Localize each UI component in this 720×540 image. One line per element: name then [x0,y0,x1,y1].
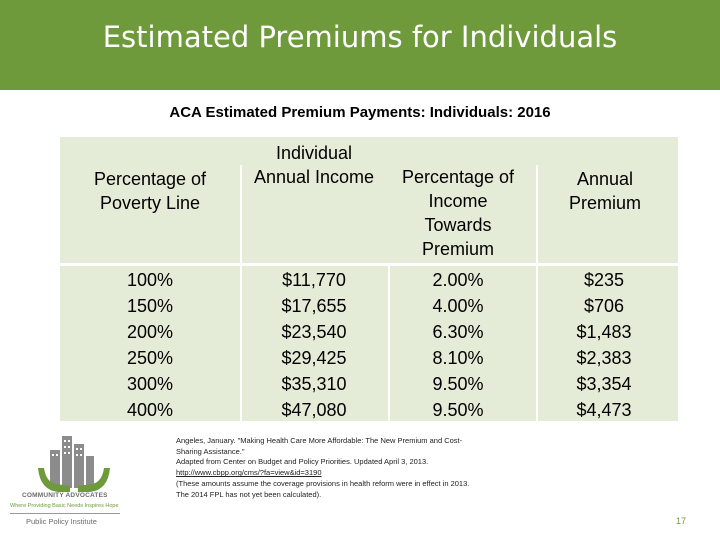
table-cell: 250% [126,348,174,368]
header-annual-income: Individual Annual Income [253,143,375,187]
table-cell: 200% [126,322,174,342]
logo-institute: Public Policy Institute [26,517,97,526]
column-divider [240,165,242,421]
table-cell: $1,483 [576,322,632,342]
table-cell: 9.50% [432,400,484,420]
page-number: 17 [676,516,687,526]
column-divider [536,165,538,421]
header-annual-premium: Annual Premium [568,169,641,213]
table-cell: 6.30% [432,322,484,342]
slide-title: Estimated Premiums for Individuals [102,20,618,54]
logo-name: COMMUNITY ADVOCATES [22,492,108,499]
table-cell: $706 [583,296,625,316]
table-cell: 150% [126,296,174,316]
logo-divider [10,513,120,514]
column-poverty-line [100,267,200,423]
table-cell: $29,425 [281,348,347,368]
table-cell: $47,080 [281,400,347,420]
table-cell: $11,770 [282,270,346,290]
table-cell: 8.10% [432,348,484,368]
table-cell: 2.00% [432,270,484,290]
table-cell: $35,310 [281,374,347,394]
table-cell: $4,473 [576,400,632,420]
source-link[interactable]: http://www.cbpp.org/cms/?fa=view&id=3190 [176,468,322,478]
table-cell: 400% [126,400,174,420]
column-pct-income [408,267,508,423]
table-cell: $23,540 [281,322,347,342]
column-annual-income [264,267,364,423]
column-annual-premium [554,267,654,423]
table-cell: 300% [126,374,174,394]
table-cell: $2,383 [576,348,632,368]
table-cell: 100% [126,270,174,290]
header-poverty-line: Percentage of Poverty Line [93,169,207,213]
table-cell: $3,354 [576,374,632,394]
table-cell: 9.50% [432,374,484,394]
table-cell: 4.00% [432,296,484,316]
community-advocates-logo-icon [10,430,140,530]
header-divider [60,263,678,266]
column-divider [388,265,390,421]
table-subtitle: ACA Estimated Premium Payments: Individuals: 2016 [169,104,551,121]
table-cell: $17,655 [281,296,347,316]
source-footnote: Angeles, January. "Making Health Care More Affordable: The New Premium and Cost- Sharing Assistance." Adapted from Center on Budget and Policy Priorities. Updated April 3, 2013. http://www.cbpp.org/cms/?fa=view&id=3190 (These amounts assume the coverage provisions in health reform were in effect in 2013. The 2014 FPL has not yet been calculated). [176,436,556,500]
table-cell: $235 [583,270,625,290]
premium-table [60,137,678,421]
logo-tagline: Where Providing Basic Needs Inspires Hope [10,503,119,509]
header-pct-income: Percentage of Income Towards Premium [401,167,515,259]
